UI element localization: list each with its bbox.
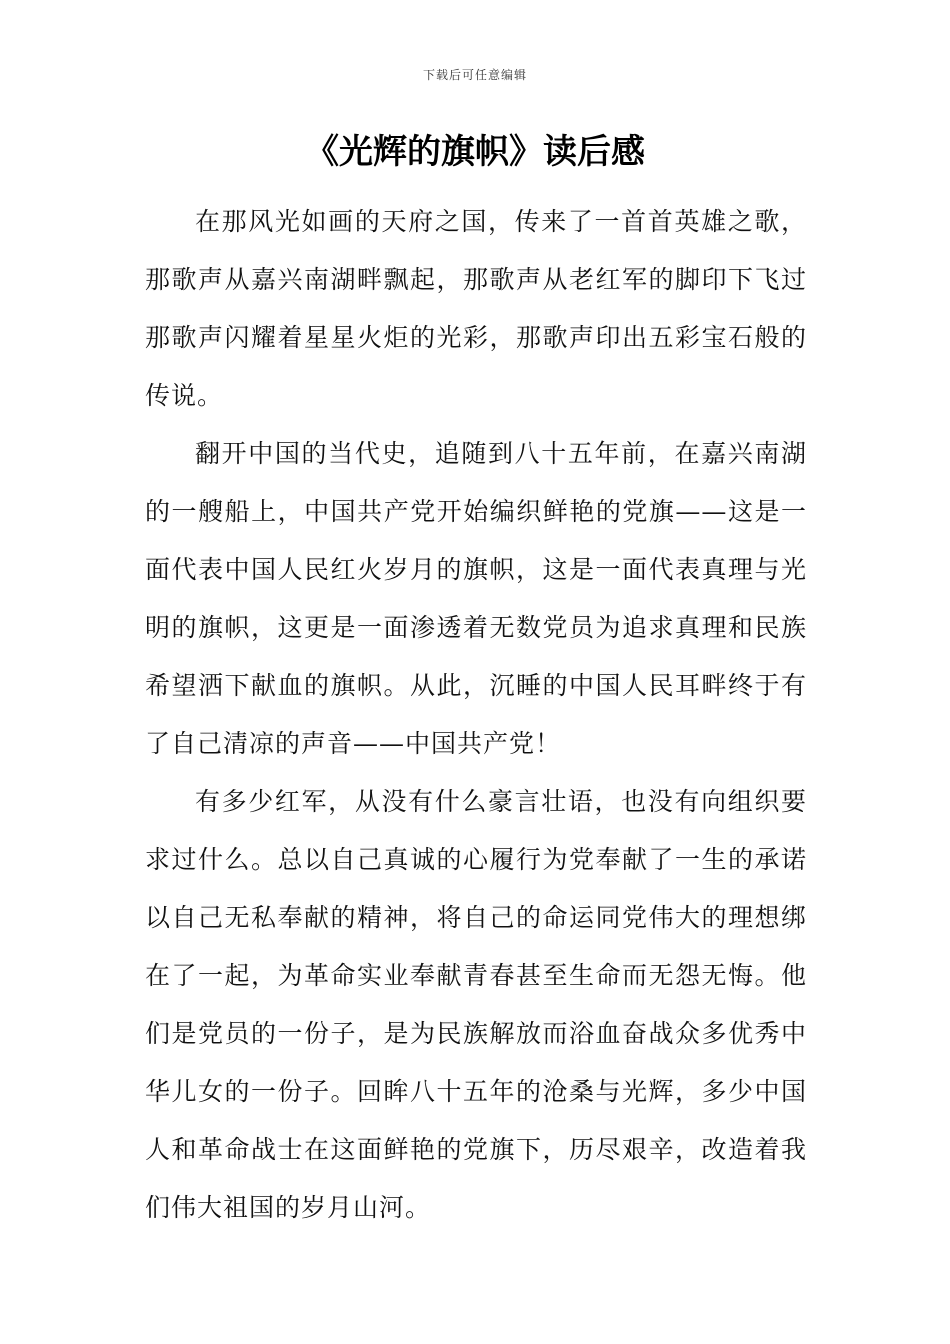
paragraph-1: 在那风光如画的天府之国，传来了一首首英雄之歌，那歌声从嘉兴南湖畔飘起，那歌声从老红军的脚印下飞过那歌声闪耀着星星火炬的光彩，那歌声印出五彩宝石般的传说。 xyxy=(145,207,807,410)
header-note: 下载后可任意编辑 xyxy=(422,68,527,82)
paragraph-2: 翻开中国的当代史，追随到八十五年前，在嘉兴南湖的一艘船上，中国共产党开始编织鲜艳的党旗——这是一面代表中国人民红火岁月的旗帜，这是一面代表真理与光明的旗帜，这更是一面渗透着无数党员为追求真理和民族希望洒下献血的旗帜。从此，沉睡的中国人民耳畔终于有了自己清凉的声音——中国共产党！ xyxy=(145,439,807,758)
document-body xyxy=(145,193,807,1237)
paragraph-3: 有多少红军，从没有什么豪言壮语，也没有向组织要求过什么。总以自己真诚的心履行为党奉献了一生的承诺以自己无私奉献的精神，将自己的命运同党伟大的理想绑在了一起，为革命实业奉献青春甚至生命而无怨无悔。他们是党员的一份子，是为民族解放而浴血奋战众多优秀中华儿女的一份子。回眸八十五年的沧桑与光辉，多少中国人和革命战士在这面鲜艳的党旗下，历尽艰辛，改造着我们伟大祖国的岁月山河。 xyxy=(145,787,807,1222)
document-title: 《光辉的旗帜》读后感 xyxy=(305,132,645,172)
